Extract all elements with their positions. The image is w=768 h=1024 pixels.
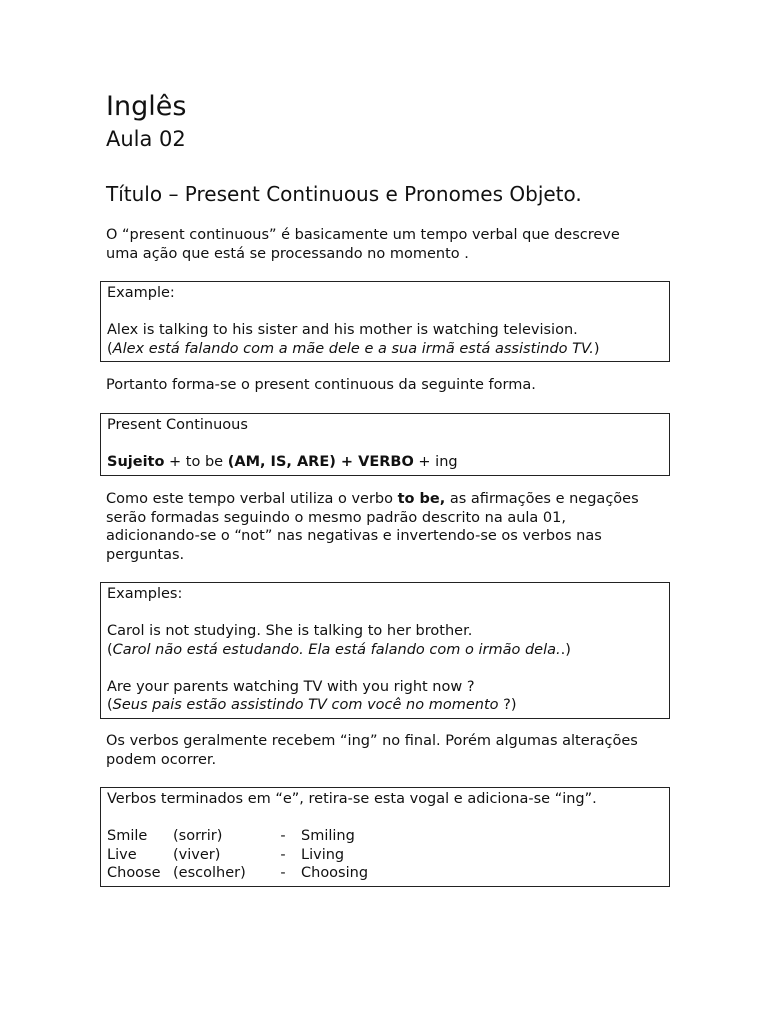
example-2-translation-line: (Seus pais estão assistindo TV com você no momento ?) [107, 697, 517, 713]
lesson-topic: Título – Present Continuous e Pronomes Objeto. [106, 182, 582, 206]
verb-dash: - [280, 865, 286, 881]
ing-note-line: Os verbos geralmente recebem “ing” no final. Porém algumas alterações [106, 733, 638, 749]
verb-dash: - [280, 846, 286, 863]
example-translation: Alex está falando com a mãe dele e a sua irmã está assistindo TV. [112, 340, 594, 357]
verb-row [107, 827, 663, 846]
example-2: Are your parents watching TV with you right now ? [107, 678, 475, 695]
paren-close: ) [593, 340, 600, 357]
explanation-line: adicionando-se o “not” nas negativas e invertendo-se os verbos nas [106, 528, 602, 544]
formula-to-be: + to be [164, 454, 228, 470]
verbs-rule: Verbos terminados em “e”, retira-se esta vogal e adiciona-se “ing”. [107, 791, 597, 807]
formula-verb: (AM, IS, ARE) + VERBO [227, 454, 414, 470]
explanation-text: Como este tempo verbal utiliza o verbo [106, 491, 398, 507]
verb-ing: Choosing [301, 865, 369, 881]
verb-ing: Living [301, 846, 345, 863]
example-1-translation-line: (Carol não está estudando. Ela está falando com o irmão dela..) [107, 641, 571, 658]
verb-base: Choose [107, 865, 161, 881]
paren-open: ( [107, 340, 113, 357]
example-2-translation: Seus pais estão assistindo TV com você no momento [112, 697, 499, 713]
verb-meaning: (viver) [173, 846, 221, 863]
formula-box [100, 413, 670, 476]
formula-subject: Sujeito [107, 454, 165, 470]
document-title: Inglês [106, 91, 187, 122]
ing-note-line: podem ocorrer. [106, 751, 217, 768]
example-1-translation: Carol não está estudando. Ela está falando com o irmão dela. [112, 641, 561, 658]
verb-meaning: (escolher) [173, 865, 246, 881]
intro-line: uma ação que está se processando no momento . [106, 245, 469, 262]
verb-dash: - [280, 828, 286, 844]
explanation-line: serão formadas seguindo o mesmo padrão descrito na aula 01, [106, 509, 566, 526]
examples-heading: Examples: [107, 586, 183, 602]
formula-heading: Present Continuous [107, 417, 248, 433]
example-heading: Example: [107, 285, 175, 301]
formula-ing: + ing [413, 454, 458, 470]
intro-line: O “present continuous” é basicamente um tempo verbal que descreve [106, 227, 620, 243]
explanation-bold: to be, [397, 491, 446, 507]
formula [107, 453, 663, 472]
explanation-line: perguntas. [106, 546, 185, 563]
verb-row [107, 846, 663, 865]
lesson-number: Aula 02 [106, 127, 186, 151]
example-sentence: Alex is talking to his sister and his mother is watching television. [107, 322, 578, 338]
explanation-line [106, 490, 670, 509]
example-box [100, 281, 670, 362]
verb-base: Live [107, 846, 137, 863]
explanation-text: as afirmações e negações [445, 491, 639, 507]
verb-row [107, 864, 663, 883]
paren-close: ?) [498, 697, 517, 713]
verb-meaning: (sorrir) [173, 828, 223, 844]
ing-note-paragraph [106, 732, 670, 769]
example-1: Carol is not studying. She is talking to her brother. [107, 623, 473, 639]
verb-base: Smile [107, 828, 148, 844]
explanation-paragraph [106, 490, 670, 564]
paren-close: .) [560, 641, 571, 658]
examples-box [100, 582, 670, 719]
transition-paragraph: Portanto forma-se o present continuous da seguinte forma. [106, 377, 536, 393]
verb-ing: Smiling [301, 828, 355, 844]
verbs-box [100, 787, 670, 887]
example-translation-line [107, 340, 663, 359]
intro-paragraph [106, 226, 670, 263]
